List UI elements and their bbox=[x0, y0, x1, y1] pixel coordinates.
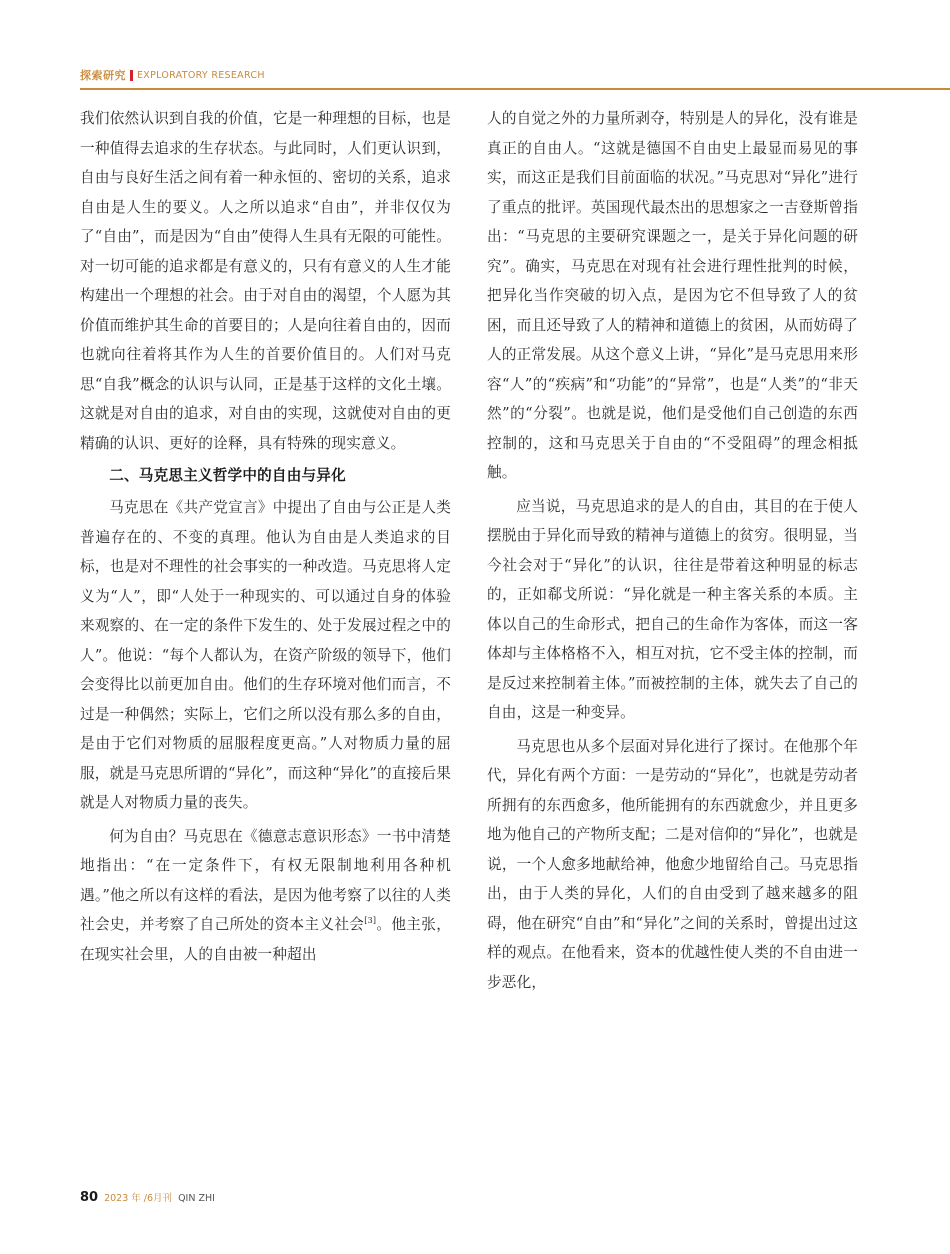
left-column bbox=[80, 104, 451, 969]
journal-name: QIN ZHI bbox=[178, 1193, 215, 1204]
section-title-en: EXPLORATORY RESEARCH bbox=[137, 69, 265, 81]
paragraph: 马克思也从多个层面对异化进行了探讨。在他那个年代，异化有两个方面：一是劳动的“异化”，也就是劳动者所拥有的东西愈多，他所能拥有的东西就愈少，并且更多地为他自己的产物所支配；二是对信仰的“异化”，也就是说，一个人愈多地献给神，他愈少地留给自己。马克思指出，由于人类的异化，人们的自由受到了越来越多的阻碍，他在研究“自由”和“异化”之间的关系时，曾提出过这样的观点。在他看来，资本的优越性使人类的不自由进一步恶化， bbox=[487, 737, 858, 991]
paragraph: 我们依然认识到自我的价值，它是一种理想的目标，也是一种值得去追求的生存状态。与此同时，人们更认识到，自由与良好生活之间有着一种永恒的、密切的关系，追求自由是人生的要义。人之所以追求“自由”，并非仅仅为了“自由”，而是因为“自由”使得人生具有无限的可能性。对一切可能的追求都是有意义的，只有有意义的人生才能构建出一个理想的社会。由于对自由的渴望，个人愿为其价值而维护其生命的首要目的；人是向往着自由的，因而也就向往着将其作为人生的首要价值目的。人们对马克思“自我”概念的认识与认同，正是基于这样的文化土壤。这就是对自由的追求，对自由的实现，这就使对自由的更精确的认识、更好的诠释，具有特殊的现实意义。 bbox=[80, 110, 451, 452]
header-accent-bar bbox=[130, 70, 133, 81]
paragraph: 人的自觉之外的力量所剥夺，特别是人的异化，没有谁是真正的自由人。“这就是德国不自由史上最显而易见的事实，而这正是我们目前面临的状况。”马克思对“异化”进行了重点的批评。英国现代最杰出的思想家之一吉登斯曾指出：“马克思的主要研究课题之一，是关于异化问题的研究”。确实，马克思在对现有社会进行理性批判的时候，把异化当作突破的切入点，是因为它不但导致了人的贫困，而且还导致了人的精神和道德上的贫困，从而妨碍了人的正常发展。从这个意义上讲，“异化”是马克思用来形容“人”的“疾病”和“功能”的“异常”，也是“人类”的“非天然”的“分裂”。也就是说，他们是受他们自己创造的东西控制的，这和马克思关于自由的“不受阻碍”的理念相抵触。 bbox=[487, 110, 858, 481]
section-heading: 二、马克思主义哲学中的自由与异化 bbox=[109, 467, 346, 484]
page-number: 80 bbox=[80, 1190, 99, 1205]
paragraph: 应当说，马克思追求的是人的自由，其目的在于使人摆脱由于异化而导致的精神与道德上的贫穷。很明显，当今社会对于“异化”的认识，往往是带着这种明显的标志的，正如郗戈所说：“异化就是一种主客关系的本质。主体以自己的生命形式，把自己的生命作为客体，而这一客体却与主体格格不入，相互对抗，它不受主体的控制，而是反过来控制着主体。”而被控制的主体，就失去了自己的自由，这是一种变异。 bbox=[487, 497, 858, 721]
citation: [3] bbox=[364, 916, 377, 926]
paragraph-text-end: 。他主张，在现实社会里，人的自由被一种超出 bbox=[80, 916, 451, 963]
section-title-cn: 探索研究 bbox=[80, 69, 126, 82]
paragraph: 马克思在《共产党宣言》中提出了自由与公正是人类普遍存在的、不变的真理。他认为自由是人类追求的目标，也是对不理性的社会事实的一种改造。马克思将人定义为“人”，即“人处于一种现实的、可以通过自身的体验来观察的、在一定的条件下发生的、处于发展过程之中的人”。他说：“每个人都认为，在资产阶级的领导下，他们会变得比以前更加自由。他们的生存环境对他们而言，不过是一种偶然；实际上，它们之所以没有那么多的自由，是由于它们对物质的屈服程度更高。”人对物质力量的屈服，就是马克思所谓的“异化”，而这种“异化”的直接后果就是人对物质力量的丧失。 bbox=[80, 499, 451, 811]
header-rule bbox=[80, 88, 950, 90]
issue-label: 2023 年 /6月刊 bbox=[104, 1193, 173, 1204]
right-column bbox=[487, 104, 858, 997]
paragraph bbox=[80, 822, 451, 970]
paragraph-text: 何为自由？马克思在《德意志意识形态》一书中清楚地指出：“在一定条件下，有权无限制地利用各种机遇。”他之所以有这样的看法，是因为他考察了以往的人类社会史，并考察了自己所处的资本主义社会 bbox=[80, 827, 451, 933]
running-header bbox=[80, 66, 265, 84]
page-footer bbox=[80, 1190, 215, 1205]
